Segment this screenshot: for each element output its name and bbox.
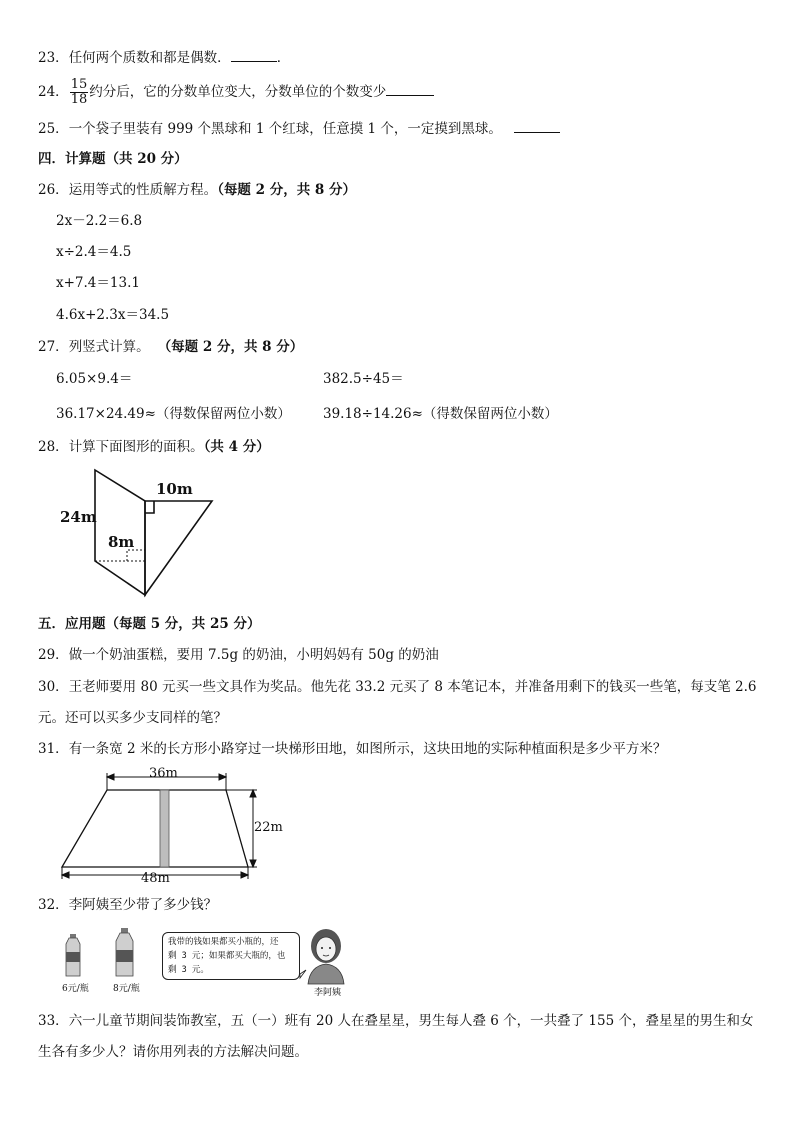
arrow-head bbox=[250, 860, 256, 867]
fraction: $\frac{15}{18}$ bbox=[70, 77, 88, 107]
arrow-head bbox=[107, 774, 114, 780]
big-bottle-icon bbox=[116, 928, 133, 976]
answer-blank[interactable] bbox=[514, 118, 560, 133]
body bbox=[308, 964, 344, 984]
woman-illustration bbox=[296, 926, 356, 986]
label-24m: 24m bbox=[60, 508, 97, 526]
label-10m: 10m bbox=[156, 480, 193, 498]
calc-item: 39.18÷14.26≈（得数保留两位小数） bbox=[323, 406, 558, 422]
section-4-title: 四．计算题（共 20 分） bbox=[38, 151, 188, 167]
question-24: 24． $\frac{15}{18}$ 约分后，它的分数单位变大，分数单位的个数变少 bbox=[38, 76, 434, 108]
question-30-cont: 元。还可以买多少支同样的笔？ bbox=[38, 710, 227, 726]
right-angle-mark-dashed bbox=[127, 550, 145, 561]
label-22m: 22m bbox=[254, 820, 283, 835]
question-29: 29．做一个奶油蛋糕，要用 7.5g 的奶油，小明妈妈有 50g 的奶油 bbox=[38, 647, 439, 663]
section-5-title: 五．应用题（每题 5 分，共 25 分） bbox=[38, 616, 261, 632]
face bbox=[316, 937, 336, 961]
composite-shape-figure bbox=[55, 465, 225, 600]
trapezoid bbox=[62, 790, 248, 867]
label-48m: 48m bbox=[141, 871, 170, 886]
speech-bubble: 我带的钱如果都买小瓶的，还 剩 3 元；如果都买大瓶的，也 剩 3 元。 bbox=[162, 932, 300, 980]
small-bottle-icon bbox=[66, 934, 80, 976]
question-30: 30．王老师要用 80 元买一些文具作为奖品。他先花 33.2 元买了 8 本笔记本，并准备用剩下的钱买一些笔，每支笔 2.6 bbox=[38, 679, 757, 695]
label-36m: 36m bbox=[149, 766, 178, 781]
equation: 4.6x+2.3x＝34.5 bbox=[56, 307, 170, 323]
answer-blank[interactable] bbox=[386, 81, 434, 96]
question-32: 32．李阿姨至少带了多少钱？ bbox=[38, 897, 218, 913]
equation: 2x－2.2＝6.8 bbox=[56, 213, 143, 229]
equation: x+7.4＝13.1 bbox=[56, 275, 140, 291]
arrow-head bbox=[241, 872, 248, 878]
person-name: 李阿姨 bbox=[314, 988, 342, 998]
question-28: 28．计算下面图形的面积。（共 4 分） bbox=[38, 439, 270, 455]
arrow-head bbox=[62, 872, 69, 878]
question-33: 33．六一儿童节期间装饰教室，五（一）班有 20 人在叠星星，男生每人叠 6 个，一共叠了 155 个，叠星星的男生和女 bbox=[38, 1013, 754, 1029]
bottles-illustration bbox=[62, 928, 142, 986]
question-26: 26．运用等式的性质解方程。（每题 2 分，共 8 分） bbox=[38, 182, 357, 198]
question-23: 23．任何两个质数和都是偶数． ． bbox=[38, 47, 290, 67]
calc-item: 6.05×9.4＝ bbox=[56, 371, 133, 387]
equation: x÷2.4＝4.5 bbox=[56, 244, 132, 260]
bubble-tail bbox=[300, 970, 306, 978]
calc-item: 382.5÷45＝ bbox=[323, 371, 404, 387]
question-33-cont: 生各有多少人？请你用列表的方法解决问题。 bbox=[38, 1044, 308, 1060]
small-bottle-price: 6元/瓶 bbox=[62, 984, 89, 994]
right-angle-mark bbox=[145, 501, 154, 513]
arrow-head bbox=[250, 790, 256, 797]
triangle-part bbox=[145, 501, 212, 595]
question-31: 31．有一条宽 2 米的长方形小路穿过一块梯形田地，如图所示，这块田地的实际种植面积是多少平方米？ bbox=[38, 741, 667, 757]
path-strip bbox=[160, 790, 169, 867]
calc-item: 36.17×24.49≈（得数保留两位小数） bbox=[56, 406, 291, 422]
question-27: 27．列竖式计算。 （每题 2 分，共 8 分） bbox=[38, 339, 304, 355]
big-bottle-price: 8元/瓶 bbox=[113, 984, 140, 994]
label-8m: 8m bbox=[108, 533, 135, 551]
answer-blank[interactable] bbox=[231, 47, 277, 62]
arrow-head bbox=[219, 774, 226, 780]
question-25: 25．一个袋子里装有 999 个黑球和 1 个红球，任意摸 1 个，一定摸到黑球。 bbox=[38, 118, 560, 138]
